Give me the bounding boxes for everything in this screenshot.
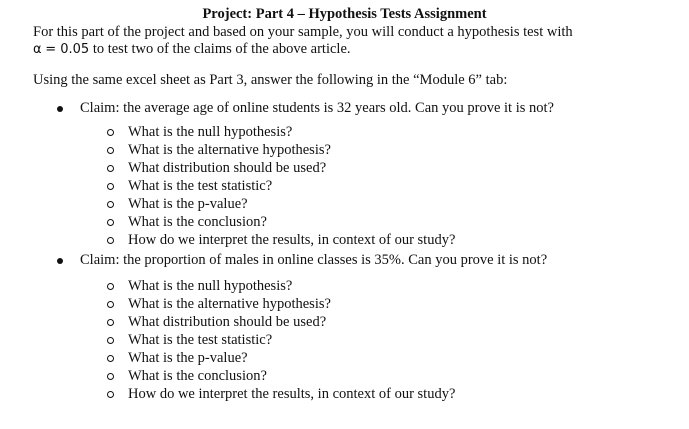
sub-bullet xyxy=(107,373,114,380)
claim-bullet xyxy=(57,258,63,264)
sub-bullet xyxy=(107,283,114,290)
sub-bullet xyxy=(107,301,114,308)
question-item: What is the null hypothesis? xyxy=(128,124,293,140)
sub-bullet xyxy=(107,165,114,172)
question-item: What is the test statistic? xyxy=(128,332,273,348)
sub-bullet xyxy=(107,147,114,154)
intro-line-1: For this part of the project and based on your sample, you will conduct a hypothesis test with xyxy=(33,24,573,40)
claim-bullet xyxy=(57,106,63,112)
question-item: What is the p-value? xyxy=(128,196,248,212)
sub-bullet xyxy=(107,129,114,136)
claim-text: Claim: the proportion of males in online classes is 35%. Can you prove it is not? xyxy=(80,252,548,268)
intro-paragraph xyxy=(33,24,673,58)
sub-bullet xyxy=(107,391,114,398)
question-item: What distribution should be used? xyxy=(128,314,327,330)
alpha-symbol: α xyxy=(33,42,42,57)
sub-bullet xyxy=(107,219,114,226)
alpha-value: = 0.05 xyxy=(45,42,90,57)
sub-bullet xyxy=(107,183,114,190)
sub-bullet xyxy=(107,201,114,208)
intro-line-2-text: to test two of the claims of the above article. xyxy=(92,41,351,57)
question-item: What is the conclusion? xyxy=(128,214,267,230)
sub-bullet xyxy=(107,337,114,344)
question-item: What is the conclusion? xyxy=(128,368,267,384)
page-title: Project: Part 4 – Hypothesis Tests Assignment xyxy=(202,6,487,22)
question-item: What is the test statistic? xyxy=(128,178,273,194)
question-item: What distribution should be used? xyxy=(128,160,327,176)
sub-bullet xyxy=(107,319,114,326)
sub-bullet xyxy=(107,237,114,244)
question-item: How do we interpret the results, in context of our study? xyxy=(128,232,456,248)
instructions-text: Using the same excel sheet as Part 3, answer the following in the “Module 6” tab: xyxy=(33,72,508,88)
intro-line-2 xyxy=(33,41,673,58)
question-item: What is the p-value? xyxy=(128,350,248,366)
question-item: How do we interpret the results, in context of our study? xyxy=(128,386,456,402)
sub-bullet xyxy=(107,355,114,362)
claim-text: Claim: the average age of online students is 32 years old. Can you prove it is not? xyxy=(80,100,554,116)
question-item: What is the alternative hypothesis? xyxy=(128,142,331,158)
question-item: What is the null hypothesis? xyxy=(128,278,293,294)
question-item: What is the alternative hypothesis? xyxy=(128,296,331,312)
